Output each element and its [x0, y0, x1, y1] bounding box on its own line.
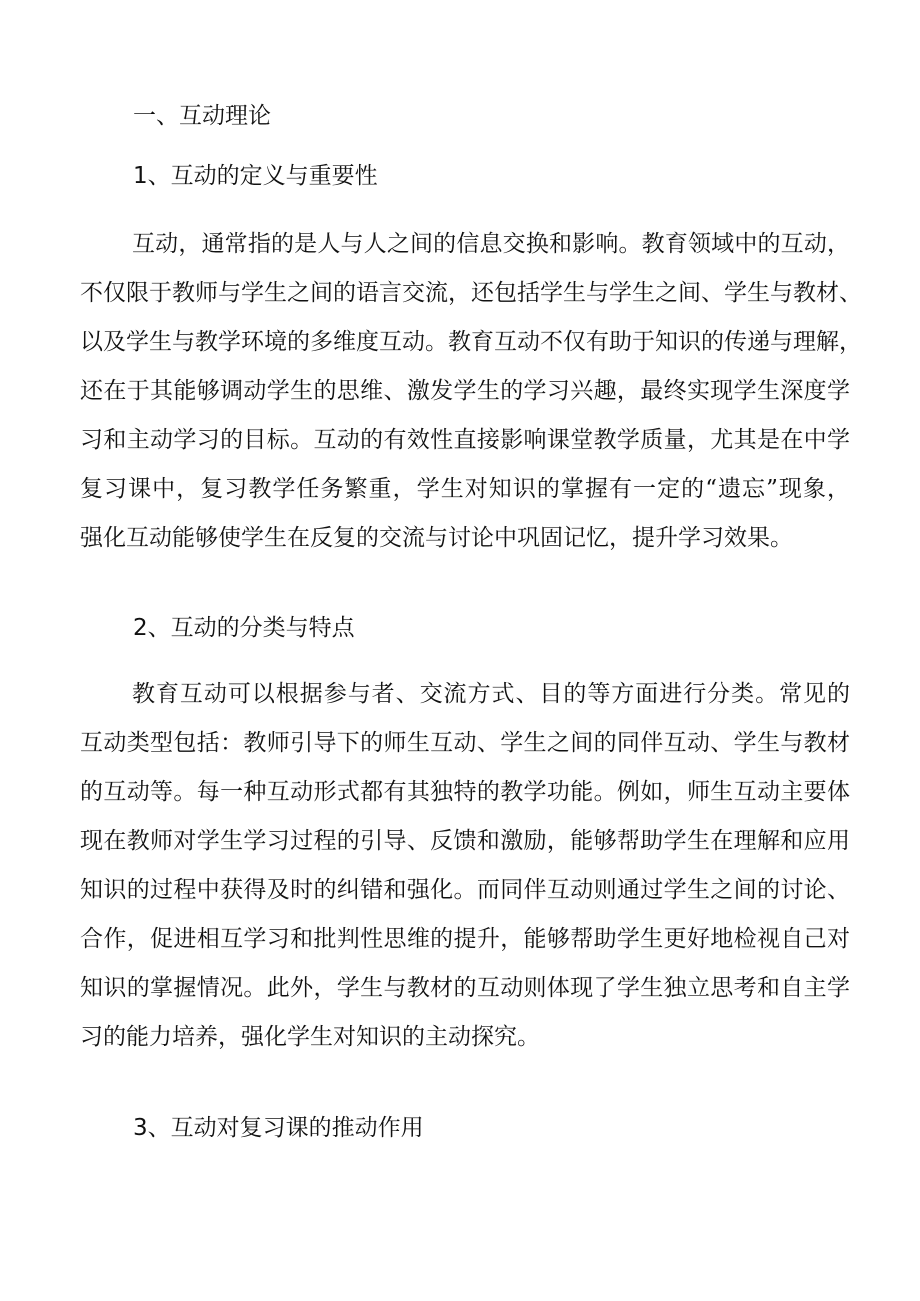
paragraph-line: 还在于其能够调动学生的思维、激发学生的学习兴趣，最终实现学生深度学: [80, 378, 850, 404]
subsection-1-title: 1、互动的定义与重要性: [133, 163, 378, 189]
paragraph-line: 习和主动学习的目标。互动的有效性直接影响课堂教学质量，尤其是在中学: [80, 427, 850, 453]
paragraph-line: 知识的过程中获得及时的纠错和强化。而同伴互动则通过学生之间的讨论、: [80, 877, 850, 903]
paragraph-line: 合作，促进相互学习和批判性思维的提升，能够帮助学生更好地检视自己对: [80, 926, 850, 952]
paragraph-line: 教育互动可以根据参与者、交流方式、目的等方面进行分类。常见的: [132, 681, 850, 707]
paragraph-line: 强化互动能够使学生在反复的交流与讨论中巩固记忆，提升学习效果。: [80, 525, 793, 551]
section-title: 一、互动理论: [133, 103, 271, 129]
paragraph-line: 的互动等。每一种互动形式都有其独特的教学功能。例如，师生互动主要体: [80, 779, 850, 805]
paragraph-line: 互动类型包括：教师引导下的师生互动、学生之间的同伴互动、学生与教材: [80, 730, 850, 756]
subsection-1-paragraph: [80, 220, 862, 563]
subsection-2-title: 2、互动的分类与特点: [133, 615, 355, 641]
paragraph-line: 以及学生与教学环境的多维度互动。教育互动不仅有助于知识的传递与理解，: [80, 329, 862, 355]
paragraph-line: 复习课中，复习教学任务繁重，学生对知识的掌握有一定的“遗忘”现象，: [80, 476, 850, 502]
paragraph-line: 现在教师对学生学习过程的引导、反馈和激励，能够帮助学生在理解和应用: [80, 828, 850, 854]
paragraph-line: 不仅限于教师与学生之间的语言交流，还包括学生与学生之间、学生与教材、: [80, 280, 862, 306]
paragraph-line: 习的能力培养，强化学生对知识的主动探究。: [80, 1024, 540, 1050]
paragraph-line: 互动，通常指的是人与人之间的信息交换和影响。教育领域中的互动，: [132, 231, 850, 257]
subsection-3-title: 3、互动对复习课的推动作用: [133, 1115, 424, 1141]
paragraph-line: 知识的掌握情况。此外，学生与教材的互动则体现了学生独立思考和自主学: [80, 975, 850, 1001]
subsection-2-paragraph: [80, 670, 850, 1062]
